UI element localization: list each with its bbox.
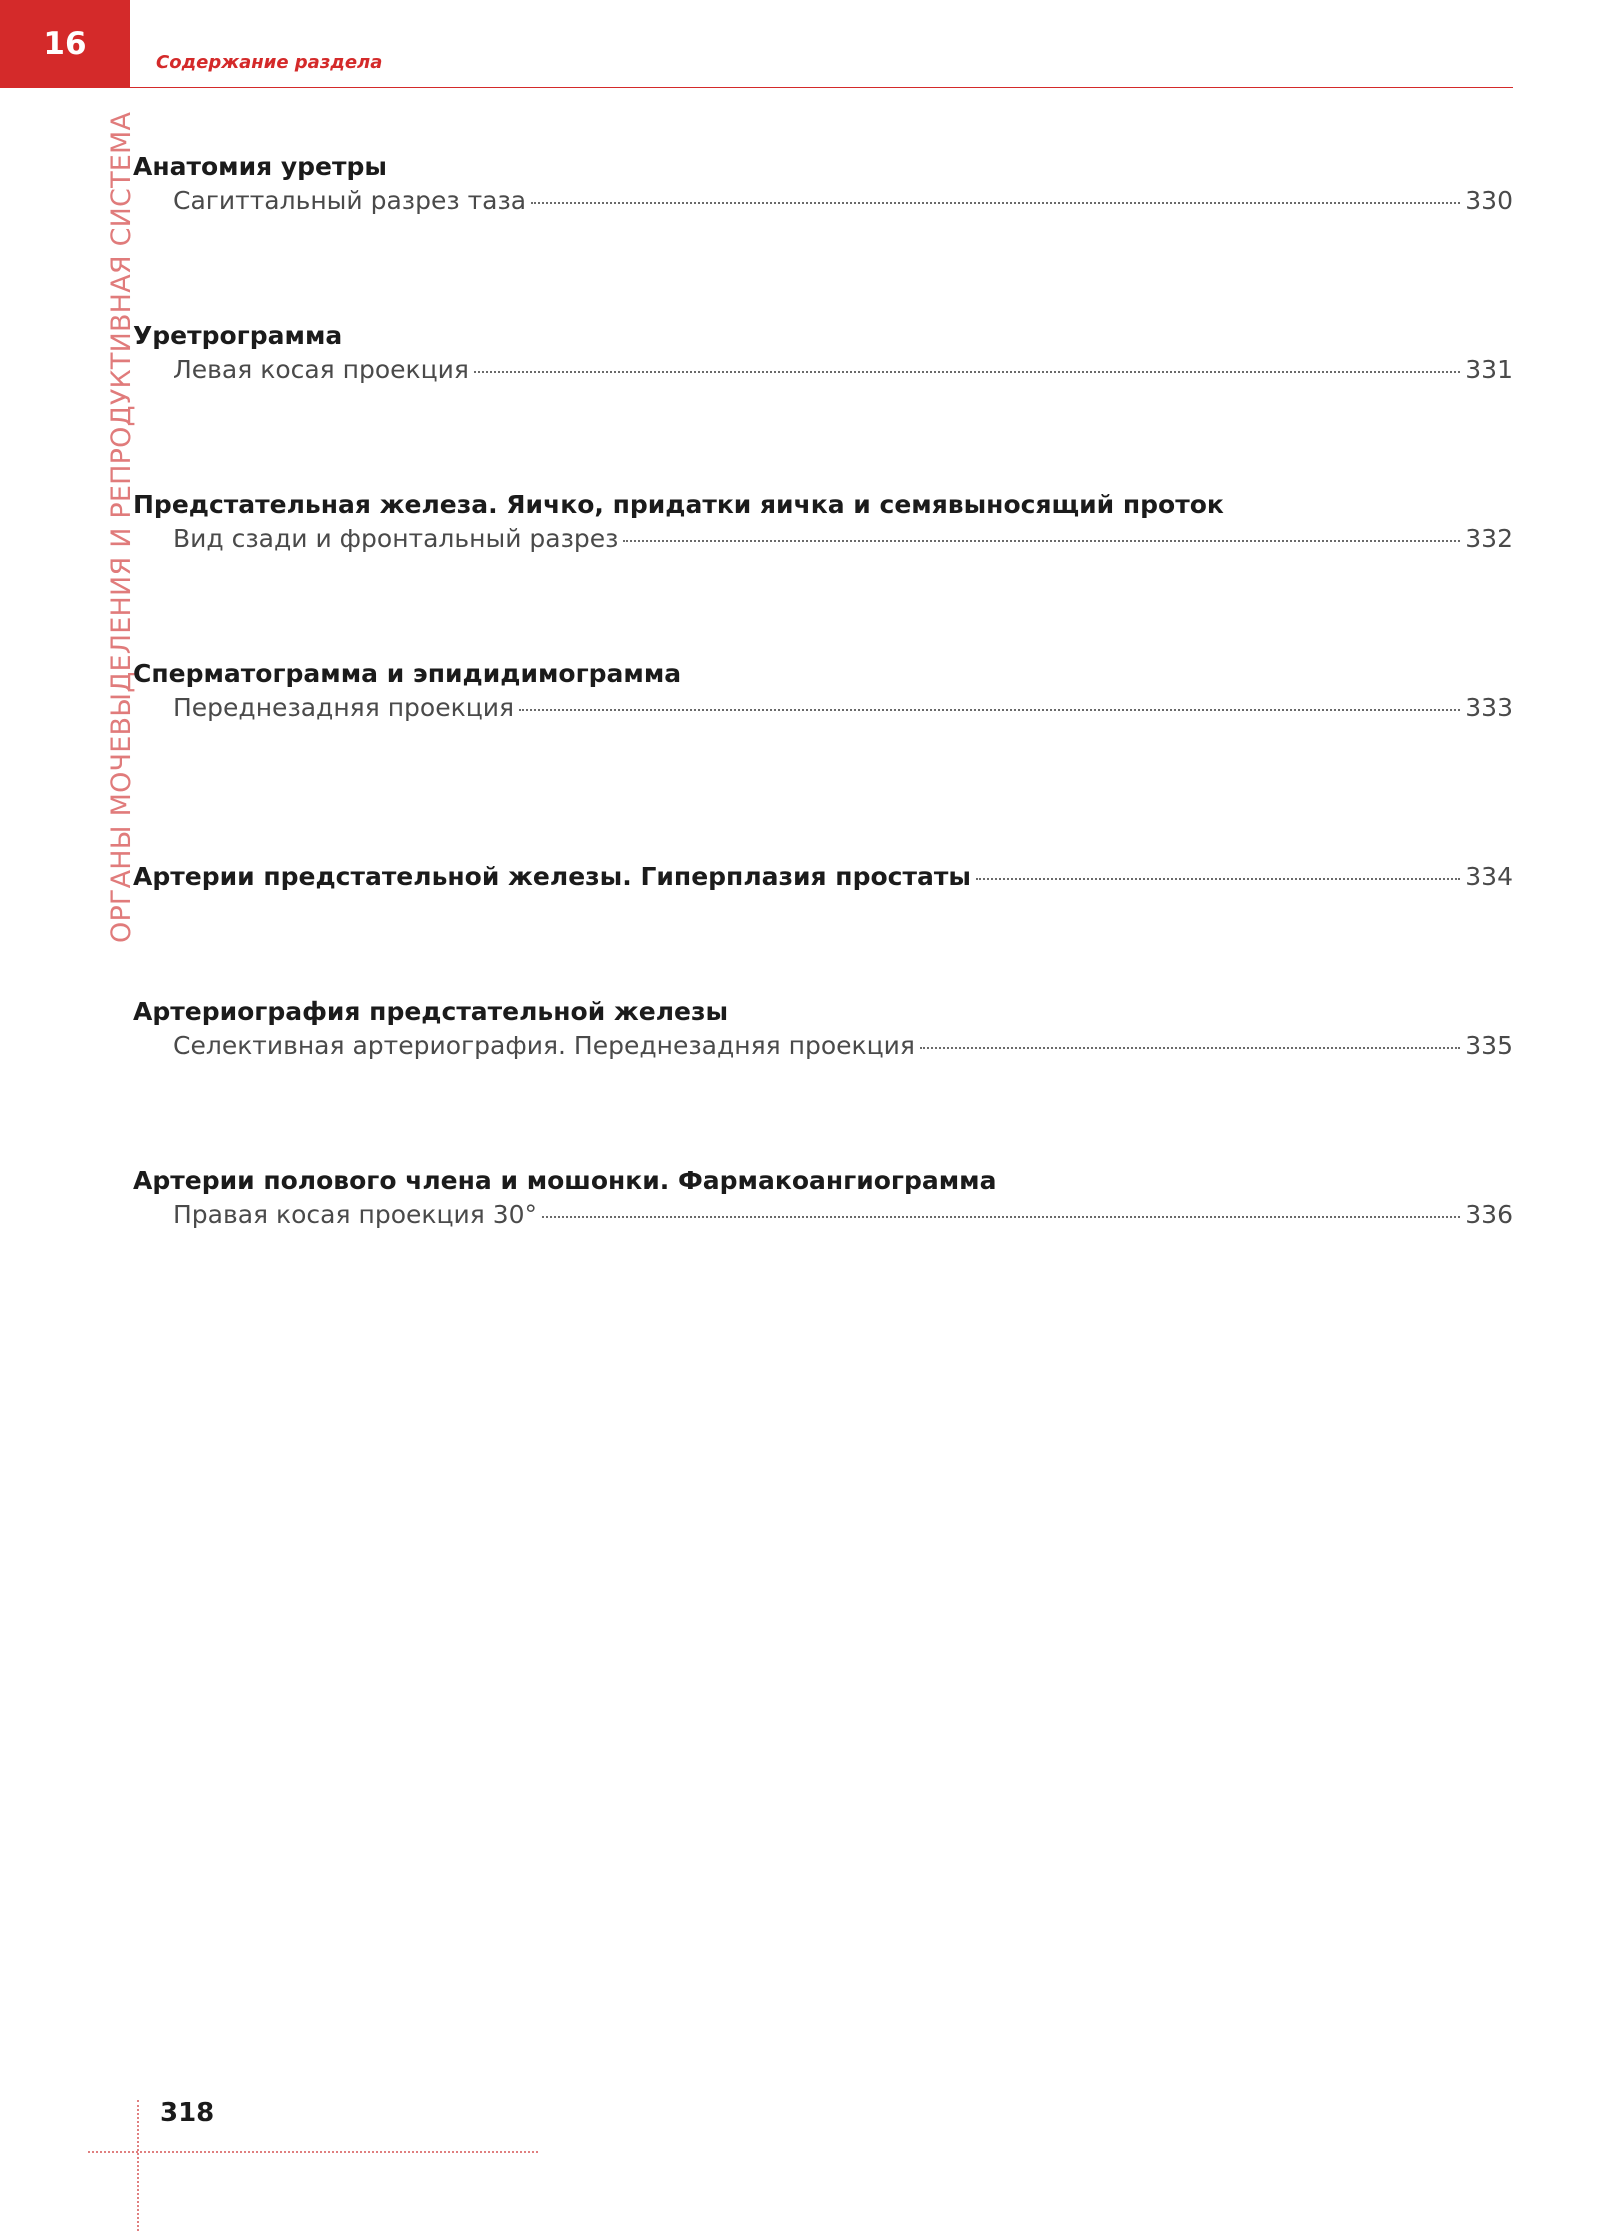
dot-leader	[623, 540, 1460, 542]
toc-entry-page: 334	[1465, 862, 1513, 891]
toc-entry-title: Сперматограмма и эпидидимограмма	[133, 659, 682, 688]
toc-entry-line	[133, 353, 1513, 387]
dot-leader	[920, 1047, 1460, 1049]
header-divider	[130, 87, 1513, 88]
toc-entry[interactable]	[133, 150, 1513, 218]
toc-entry[interactable]	[133, 319, 1513, 387]
toc-entry-subtitle: Левая косая проекция	[173, 355, 469, 384]
toc-entry[interactable]	[133, 488, 1513, 556]
dot-leader	[474, 371, 1460, 373]
dot-leader	[542, 1216, 1460, 1218]
dot-leader	[531, 202, 1460, 204]
dot-leader	[519, 709, 1460, 711]
toc-entry-line	[133, 860, 1513, 894]
toc-entry-title: Артерии предстательной железы. Гиперплазия простаты	[133, 862, 971, 891]
toc-entry-title: Артерии полового члена и мошонки. Фармакоангиограмма	[133, 1166, 997, 1195]
toc-entry[interactable]	[133, 1164, 1513, 1232]
footer-dotted-marker	[137, 2100, 139, 2231]
toc-entry-title: Предстательная железа. Яичко, придатки яичка и семявыносящий проток	[133, 490, 1224, 519]
toc-entry-page: 333	[1465, 693, 1513, 722]
toc-entry-page: 331	[1465, 355, 1513, 384]
dot-leader	[976, 878, 1460, 880]
toc-entry-line	[133, 522, 1513, 556]
toc-entry-title: Артериография предстательной железы	[133, 997, 729, 1026]
toc-entry-line	[133, 691, 1513, 725]
toc-entry-subtitle: Переднезадняя проекция	[173, 693, 515, 722]
toc-entry-page: 335	[1465, 1031, 1513, 1060]
chapter-number-badge: 16	[0, 0, 130, 88]
toc-entry-page: 330	[1465, 186, 1513, 215]
toc-entry-subtitle: Селективная артериография. Переднезадняя проекция	[173, 1031, 915, 1060]
toc-entry-title: Анатомия уретры	[133, 152, 388, 181]
toc-entry-subtitle: Правая косая проекция 30°	[173, 1200, 538, 1229]
toc-entry-line	[133, 1198, 1513, 1232]
toc-entry-title: Уретрограмма	[133, 321, 343, 350]
toc-entry-subtitle: Сагиттальный разрез таза	[173, 186, 527, 215]
toc-entry-subtitle: Вид сзади и фронтальный разрез	[173, 524, 619, 553]
page-number: 318	[160, 2098, 215, 2128]
toc-entry[interactable]	[133, 657, 1513, 725]
toc-entry-page: 336	[1465, 1200, 1513, 1229]
footer-dotted-rule	[88, 2151, 538, 2153]
toc-entry[interactable]	[133, 860, 1513, 894]
toc-entry-line	[133, 1029, 1513, 1063]
toc-entry-page: 332	[1465, 524, 1513, 553]
toc-entry[interactable]	[133, 995, 1513, 1063]
section-title: Содержание раздела	[156, 52, 383, 73]
toc-entry-line	[133, 184, 1513, 218]
side-chapter-label: ОРГАНЫ МОЧЕВЫДЕЛЕНИЯ И РЕПРОДУКТИВНАЯ СИСТЕМА	[106, 112, 137, 944]
